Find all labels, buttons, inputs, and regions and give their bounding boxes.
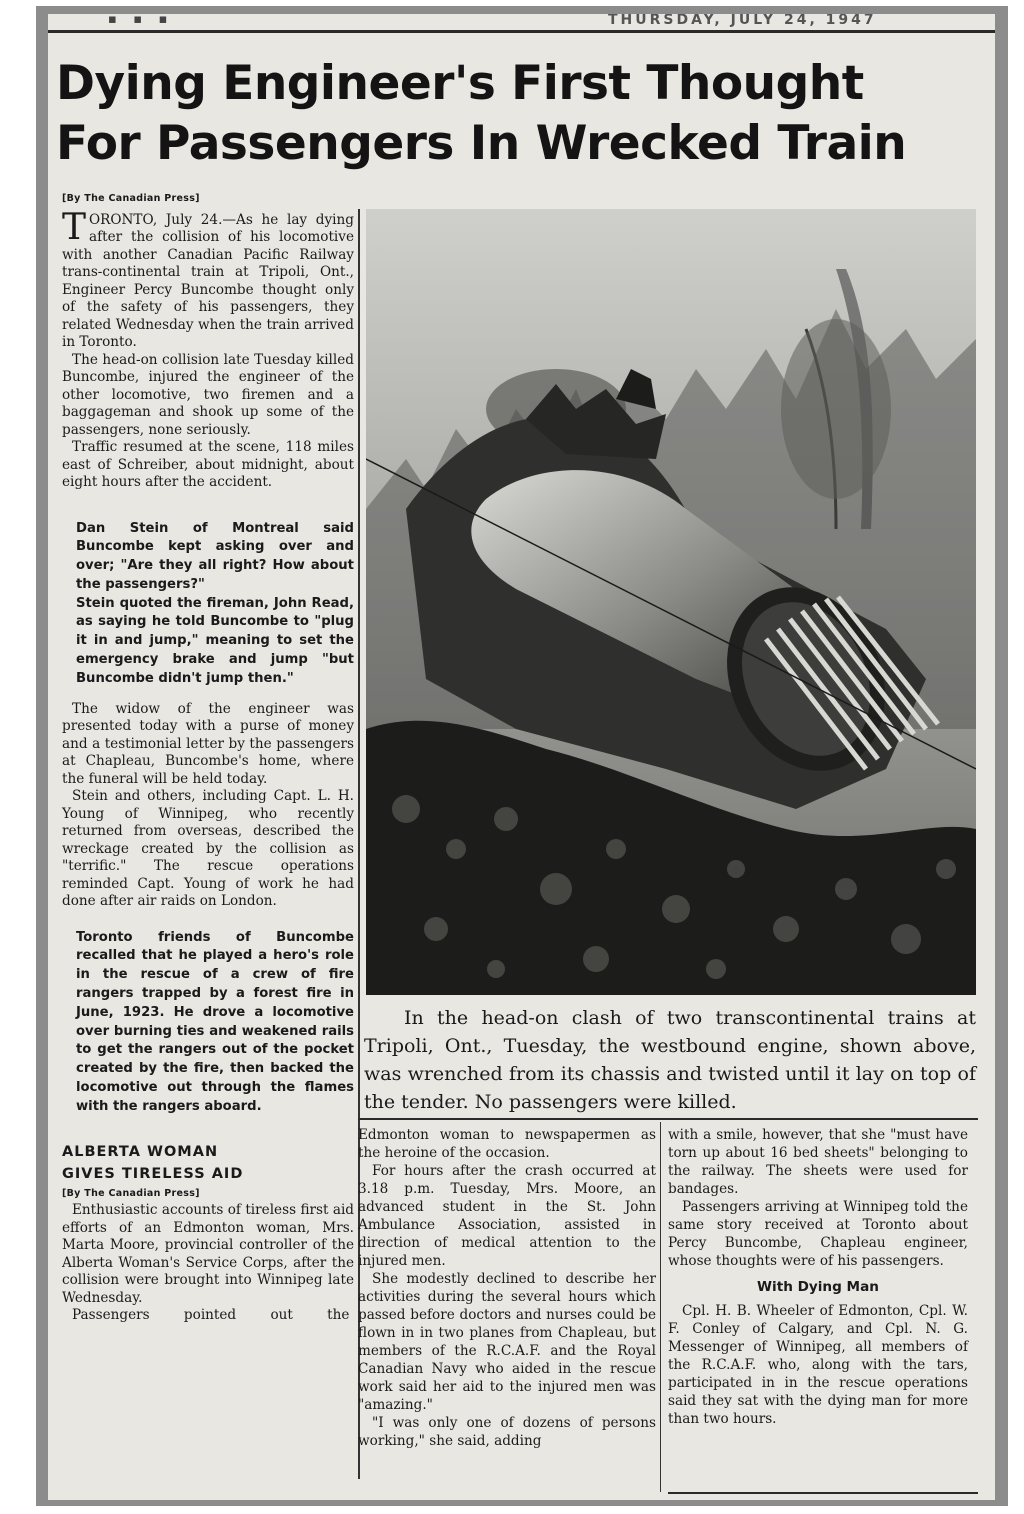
story-credit: [By The Canadian Press] bbox=[62, 193, 200, 204]
paragraph: "I was only one of dozens of persons working," she said, adding bbox=[358, 1415, 656, 1449]
newspaper-clipping bbox=[48, 14, 995, 1500]
paragraph: Edmonton woman to newspapermen as the heroine of the occasion. bbox=[358, 1127, 656, 1161]
bold-paragraph bbox=[62, 929, 354, 1117]
lead-paragraph bbox=[62, 206, 354, 352]
paragraph: For hours after the crash occurred at 3.18 p.m. Tuesday, Mrs. Moore, an advanced student in the St. John Ambulance Association, assisted in direction of medical attention to the injured men. bbox=[358, 1163, 656, 1269]
caption-rule bbox=[358, 1118, 978, 1120]
paragraph: Enthusiastic accounts of tireless first aid efforts of an Edmonton woman, Mrs. Marta Moore, provincial controller of the Alberta Woman's Service Corps, after the collision were brought into Winnipeg late Wednesday. bbox=[62, 1202, 354, 1306]
bold-paragraph bbox=[62, 595, 354, 689]
page-dateline: THURSDAY, JULY 24, 1947 bbox=[608, 14, 877, 28]
paragraph: Traffic resumed at the scene, 118 miles east of Schreiber, about midnight, about eight hours after the accident. bbox=[62, 439, 354, 490]
headline-line-2: For Passengers In Wrecked Train bbox=[56, 116, 907, 171]
paragraph: Cpl. H. B. Wheeler of Edmonton, Cpl. W. F. Conley of Calgary, and Cpl. N. G. Messenger of Winnipeg, all members of the R.C.A.F. who, along with the tars, participated in in the rescue operations said they sat with the dying man for more than two hours. bbox=[668, 1303, 968, 1427]
paragraph: with a smile, however, that she "must have torn up about 16 bed sheets" belonging to the railway. The sheets were used for bandages. bbox=[668, 1127, 968, 1197]
bold-text: Toronto friends of Buncombe recalled that he played a hero's role in the rescue of a crew of fire rangers trapped by a forest fire in June, 1923. He drove a locomotive over burning ties and weakened rails to get the rangers out of the pocket created by the fire, then backed the locomotive out through the flames with the rangers aboard. bbox=[76, 929, 354, 1114]
subhead-line-1: ALBERTA WOMAN bbox=[62, 1143, 219, 1160]
paragraph: Passengers arriving at Winnipeg told the same story received at Toronto about Percy Buncombe, Chapleau engineer, whose thoughts were of his passengers. bbox=[668, 1199, 968, 1269]
top-marks: ▪ ▪ ▪ bbox=[108, 14, 174, 27]
second-story-column-3 bbox=[668, 1126, 968, 1428]
paragraph: She modestly declined to describe her activities during the several hours which passed before doctors and nurses could be flown in in two planes from Chapleau, but members of the R.C.A.F. and the Royal Canadian Navy who aided in the rescue work said her aid to the injured men was "amazing." bbox=[358, 1271, 656, 1413]
bold-paragraph bbox=[62, 520, 354, 595]
bottom-rule bbox=[668, 1492, 978, 1494]
paragraph: The head-on collision late Tuesday killed Buncombe, injured the engineer of the other locomotive, two firemen and a baggageman and shook up some of the passengers, none seriously. bbox=[62, 351, 354, 438]
wreck-photo-illustration bbox=[366, 209, 976, 995]
second-story-subhead bbox=[62, 1141, 354, 1185]
second-story-column-2 bbox=[358, 1126, 656, 1450]
drop-cap: T bbox=[62, 206, 87, 248]
top-rule bbox=[48, 30, 995, 33]
subhead-line-2: GIVES TIRELESS AID bbox=[62, 1165, 244, 1182]
bold-text: Dan Stein of Montreal said Buncombe kept asking over and over; "Are they all right? How about the passengers?" bbox=[76, 520, 354, 592]
paragraph: Stein and others, including Capt. L. H. Young of Winnipeg, who recently returned from overseas, described the wreckage created by the collision as "terrific." The rescue operations reminded Capt. Young of work he had done after air raids on London. bbox=[62, 788, 354, 910]
column-rule bbox=[660, 1122, 661, 1492]
with-dying-man-subhead: With Dying Man bbox=[757, 1279, 879, 1295]
photo-caption: In the head-on clash of two transcontinental trains at Tripoli, Ont., Tuesday, the westbound engine, shown above, was wrenched from its chassis and twisted until it lay on top of the tender. No passengers were killed. bbox=[364, 1007, 976, 1113]
main-story-column bbox=[62, 190, 354, 1325]
paragraph: The widow of the engineer was presented today with a purse of money and a testimonial letter by the passengers at Chapleau, Buncombe's home, where the funeral will be held today. bbox=[62, 700, 354, 787]
second-story-credit: [By The Canadian Press] bbox=[62, 1187, 200, 1199]
lead-text: ORONTO, July 24.—As he lay dying after the collision of his locomotive with another Canadian Pacific Railway trans-continental train at Tripoli, Ont., Engineer Percy Buncombe thought only of the safety of his passengers, they related Wednesday when the train arrived in Toronto. bbox=[62, 211, 354, 350]
headline bbox=[56, 54, 981, 174]
paragraph: Passengers pointed out the bbox=[72, 1307, 350, 1324]
headline-line-1: Dying Engineer's First Thought bbox=[56, 56, 864, 111]
bold-text: Stein quoted the fireman, John Read, as saying he told Buncombe to "plug it in and jump," meaning to set the emergency brake and jump "but Buncombe didn't jump then." bbox=[76, 595, 354, 686]
train-wreck-photo bbox=[366, 209, 976, 995]
